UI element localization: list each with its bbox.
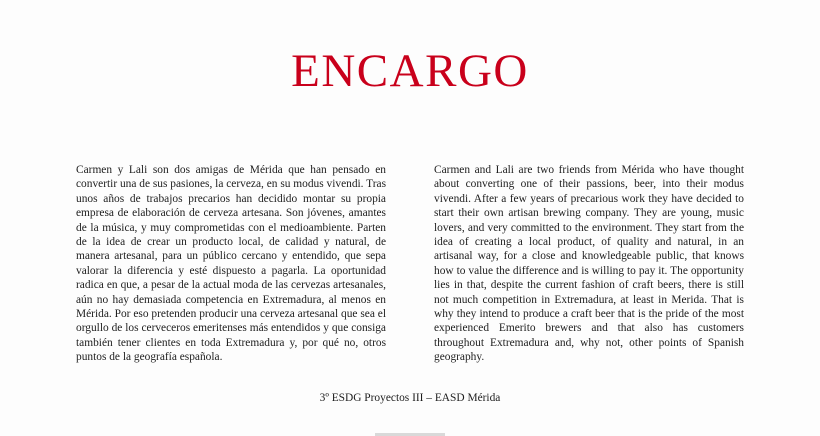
column-english: Carmen and Lali are two friends from Mérida who have thought about converting one of their passions, beer, into their modus vivendi. After a few years of precarious work they have decided to start their own artisan brewing company. They are young, music lovers, and very committed to the environment. They start from the idea of creating a local product, of quality and natural, in an artisanal way, for a close and knowledgeable public, that knows how to value the difference and is willing to pay it. The opportunity lies in that, despite the current fashion of craft beers, there is still not much competition in Extremadura, at least in Merida. That is why they intend to produce a craft beer that is the pride of the most experienced Emerito brewers and that also has customers throughout Extremadura and, why not, other points of Spanish geography. xyxy=(434,164,744,364)
footer-caption: 3º ESDG Proyectos III – EASD Mérida xyxy=(319,392,501,404)
column-spanish: Carmen y Lali son dos amigas de Mérida que han pensado en convertir una de sus pasiones, la cerveza, en su modus vivendi. Tras unos años de trabajos precarios han decidido montar su propia empresa de elaboración de cerveza artesana. Son jóvenes, amantes de la música, y muy comprometidas con el medioambiente. Parten de la idea de crear un producto local, de calidad y natural, de manera artesanal, para un público cercano y entendido, que sepa valorar la diferencia y esté dispuesto a pagarla. La oportunidad radica en que, a pesar de la actual moda de las cervezas artesanales, aún no hay demasiada competencia en Extremadura, al menos en Mérida. Por eso pretenden producir una cerveza artesanal que sea el orgullo de los cerveceros emeritenses más entendidos y que consiga también tener clientes en toda Extremadura y, por qué no, otros puntos de la geografía española. xyxy=(76,164,387,364)
page-title: ENCARGO xyxy=(291,45,529,97)
text-columns xyxy=(0,163,820,365)
